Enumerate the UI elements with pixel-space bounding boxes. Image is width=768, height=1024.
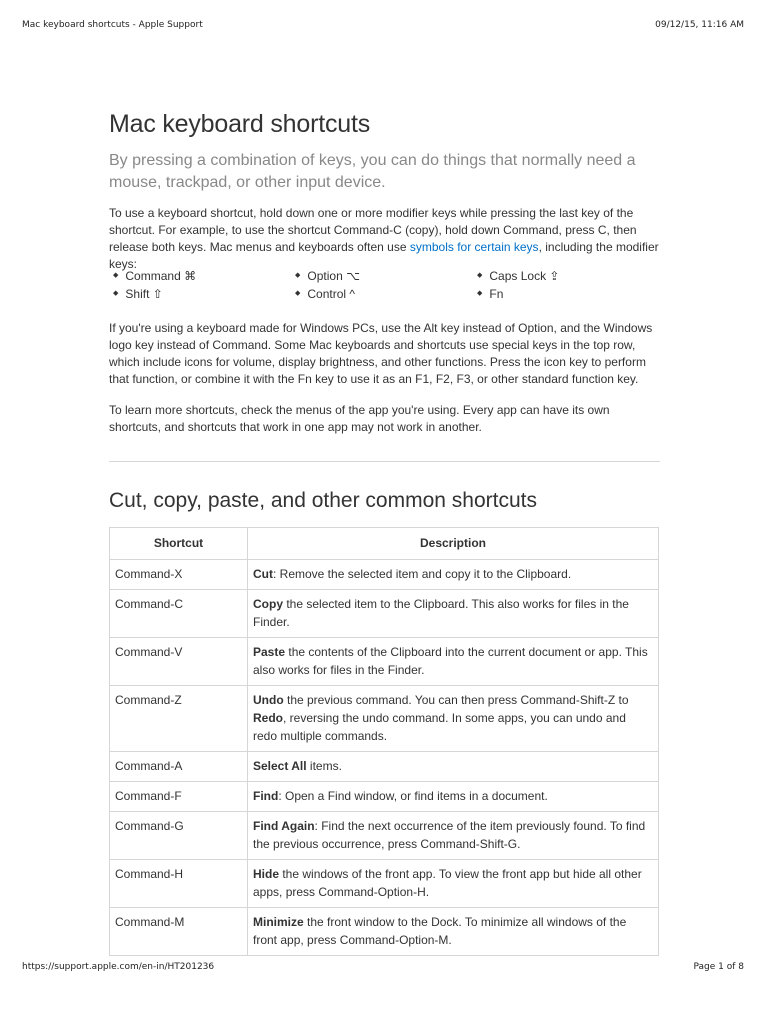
bullet-icon: ◆ — [113, 290, 119, 297]
description-text: the selected item to the Clipboard. This also works for files in the Finder. — [253, 597, 629, 629]
description-cell — [248, 686, 659, 752]
paragraph-usage-text-end: , including the modifier keys: — [109, 240, 659, 271]
bullet-icon: ◆ — [113, 272, 119, 279]
table-row — [110, 908, 659, 956]
paragraph-learn-more: To learn more shortcuts, check the menus of the app you're using. Every app can have its own shortcuts, and shortcuts that work in one app may not work in another. — [109, 403, 610, 434]
description-text: the previous command. You can then press Command-Shift-Z to — [283, 693, 629, 707]
description-text: the contents of the Clipboard into the current document or app. This also works for files in the Finder. — [253, 645, 648, 677]
description-cell — [248, 908, 659, 956]
symbols-link[interactable]: symbols for certain keys — [409, 240, 539, 254]
list-item — [473, 268, 655, 284]
description-cell — [248, 638, 659, 686]
action-term: Select All — [253, 759, 307, 773]
shortcut-cell: Command-C — [110, 590, 248, 638]
description-text: the front window to the Dock. To minimize all windows of the front app, press Command-Option-M. — [253, 915, 627, 947]
table-row — [110, 782, 659, 812]
description-cell — [248, 860, 659, 908]
modifier-keys-list — [109, 268, 660, 302]
modifier-key-label: Control ^ — [307, 287, 356, 301]
bullet-icon: ◆ — [477, 290, 483, 297]
description-text: items. — [306, 759, 342, 773]
description-cell — [248, 812, 659, 860]
shortcut-cell: Command-G — [110, 812, 248, 860]
section-divider — [109, 461, 660, 462]
action-term: Paste — [253, 645, 286, 659]
action-term: Find Again — [253, 819, 315, 833]
table-header-row — [110, 528, 659, 560]
column-header-shortcut: Shortcut — [110, 528, 248, 560]
shortcut-cell: Command-H — [110, 860, 248, 908]
description-text: : Remove the selected item and copy it to the Clipboard. — [273, 567, 572, 581]
action-term: Hide — [253, 867, 280, 881]
intro-text: By pressing a combination of keys, you can do things that normally need a mouse, trackpad, or other input device. — [109, 152, 636, 191]
modifier-key-label: Fn — [489, 287, 504, 301]
print-header-title: Mac keyboard shortcuts - Apple Support — [22, 20, 203, 30]
bullet-icon: ◆ — [295, 290, 301, 297]
description-cell — [248, 752, 659, 782]
table-row — [110, 638, 659, 686]
print-header — [22, 20, 744, 30]
table-row — [110, 812, 659, 860]
shortcut-cell: Command-X — [110, 560, 248, 590]
list-item — [291, 268, 473, 284]
section-title: Cut, copy, paste, and other common shortcuts — [109, 489, 537, 512]
table-row — [110, 560, 659, 590]
description-cell — [248, 590, 659, 638]
description-cell — [248, 560, 659, 590]
description-text: the windows of the front app. To view the front app but hide all other apps, press Command-Option-H. — [253, 867, 642, 899]
description-text-end: , reversing the undo command. In some apps, you can undo and redo multiple commands. — [253, 711, 626, 743]
modifier-key-label: Caps Lock ⇪ — [489, 269, 560, 283]
description-text: : Open a Find window, or find items in a document. — [278, 789, 548, 803]
table-row — [110, 860, 659, 908]
table-row — [110, 686, 659, 752]
modifier-key-label: Shift ⇧ — [125, 287, 163, 301]
action-term: Minimize — [253, 915, 304, 929]
list-item — [473, 286, 655, 302]
print-header-timestamp: 09/12/15, 11:16 AM — [655, 20, 744, 30]
bullet-icon: ◆ — [295, 272, 301, 279]
table-row — [110, 752, 659, 782]
page-number: Page 1 of 8 — [693, 962, 744, 972]
paragraph-usage — [109, 205, 660, 273]
page-title: Mac keyboard shortcuts — [109, 110, 370, 138]
action-term: Copy — [253, 597, 283, 611]
action-term-secondary: Redo — [253, 711, 283, 725]
list-item — [109, 286, 291, 302]
description-cell — [248, 782, 659, 812]
modifier-key-label: Option ⌥ — [307, 269, 360, 283]
table-row — [110, 590, 659, 638]
column-header-description: Description — [248, 528, 659, 560]
list-item — [109, 268, 291, 284]
shortcut-cell: Command-Z — [110, 686, 248, 752]
action-term: Find — [253, 789, 279, 803]
action-term: Undo — [253, 693, 284, 707]
description-text: : Find the next occurrence of the item previously found. To find the previous occurrence, press Command-Shift-G. — [253, 819, 646, 851]
bullet-icon: ◆ — [477, 272, 483, 279]
shortcut-cell: Command-M — [110, 908, 248, 956]
shortcut-cell: Command-V — [110, 638, 248, 686]
list-item — [291, 286, 473, 302]
modifier-key-label: Command ⌘ — [125, 269, 197, 283]
shortcut-cell: Command-F — [110, 782, 248, 812]
print-footer-url: https://support.apple.com/en-in/HT201236 — [22, 962, 215, 972]
paragraph-windows-keyboard: If you're using a keyboard made for Windows PCs, use the Alt key instead of Option, and the Windows logo key instead of Command. Some Mac keyboards and shortcuts use special keys in the top row, which include icons for volume, display brightness, and other functions. Press the icon key to perform that function, or combine it with the Fn key to use it as an F1, F2, F3, or other standard function key. — [109, 321, 653, 386]
paragraph-usage-text: To use a keyboard shortcut, hold down one or more modifier keys while pressing the last key of the shortcut. For example, to use the shortcut Command-C (copy), hold down Command, press C, then release both keys. Mac menus and keyboards often use — [109, 206, 637, 254]
shortcut-cell: Command-A — [110, 752, 248, 782]
action-term: Cut — [253, 567, 273, 581]
print-footer — [22, 962, 744, 972]
shortcuts-table — [109, 527, 659, 956]
